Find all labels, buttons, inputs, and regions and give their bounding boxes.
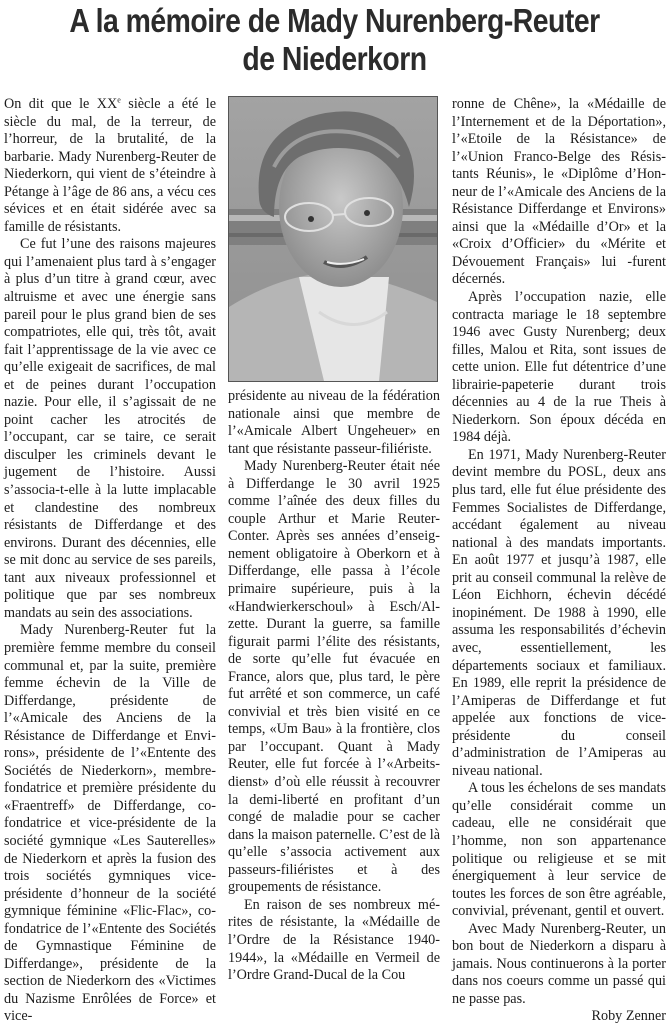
paragraph [4, 96, 216, 236]
article-column-3 [452, 96, 666, 1026]
paragraph-text: siècle a été le siècle du mal, de la terreur, de l’horreur, de la brutalité, de la barbarie. Mady Nurenberg-Reuter de Niederkorn, qui vient de s’éteindre à Pétange à l’âge de 86 ans, a vécu ces sévices et en était sidérée avec sa famille de résistants. [4, 96, 216, 235]
headline-line-1: A la mémoire de Mady Nurenberg-Reuter [69, 2, 600, 39]
paragraph-text: On dit que le XX [4, 96, 118, 112]
paragraph: En 1971, Mady Nurenberg-Reuter devint membre du POSL, deux ans plus tard, elle fut élue présidente des Femmes Socialistes de Differdange, accédant également au niveau national à des mandats importants. En août 1977 et jusqu’à 1987, elle prit au conseil communal la relève de Léon Eichhorn, échevin décédé inopinément. De 1988 à 1990, elle assuma les responsabilités d’échevin avec, essentiellement, les départements sociaux et familiaux. En 1989, elle reprit la présidence de l’Amiperas de Differdange et fut appelée aux fonctions de vice-présidente du conseil d’administration de l’Amiperas au niveau national. [452, 446, 666, 779]
article-column-2 [228, 388, 440, 985]
paragraph: ronne de Chêne», la «Médaille de l’Internement et de la Déportation», l’«Etoile de la Résistance» de l’«Union Franco-Belge des Résistants Réunis», le «Diplôme d’Honneur de l’«Amicale des Anciens de la Résistance Differdange et Environs» ainsi que la «Médaille d’Or» et la «Croix d’Officier» du «Mérite et Dévouement Français» lui -furent décernés. [452, 96, 666, 288]
paragraph: Mady Nurenberg-Reuter était née à Differdange le 30 avril 1925 comme l’aînée des deux filles du couple Arthur et Marie Reuter-Conter. Après ses années d’enseignement obligatoire à Oberkorn et à Differdange, elle passa à l’école primaire supérieure, puis à la «Handwierkerschoul» à Esch/Alzette. Durant la guerre, sa famille figurait parmi l’élite des résistants, de sorte qu’elle fut évacuée en France, alors que, plus tard, le père fut arrêté et son commerce, un café convivial et très bien visité en ce temps, «Um Bau» à la frontière, clos par l’occupant. Quant à Mady Reuter, elle fut forcée à l’«Arbeitsdienst» d’où elle réussit à recouvrer la demi-liberté en profitant d’un congé de maladie pour se cacher dans la maison paternelle. C’est de là qu’elle s’associa activement aux passeurs-filiéristes et à des groupements de résistance. [228, 458, 440, 896]
headline-line-2: de Niederkorn [242, 40, 427, 77]
article-headline [47, 2, 622, 78]
paragraph: Ce fut l’une des raisons majeures qui l’amenaient plus tard à s’engager à plus d’un titre à grand cœur, avec altruisme et avec une énergie sans pareil pour le plus grand bien de ses compatriotes, elle qui, très tôt, avait fait l’apprentissage de la vie avec ce qu’elle exigeait de sacrifices, de mal et de peines durant l’occupation nazie. Pour elle, il s’agissait de ne point cacher les atrocités de l’occupant, car se taire, ce serait disculper les criminels devant le jugement de l’histoire. Aussi s’associa-t-elle à la lutte implacable et clandestine des nombreux résistants de Differdange et des environs. Durant des décennies, elle se mit donc au service de ses pareils, tant aux niveaux professionnel et politique que par ses nombreux mandats au sein des associations. [4, 236, 216, 621]
paragraph: En raison de ses nombreux mérites de résistante, la «Médaille de l’Ordre de la Résistance 1940-1944», la «Médaille en Vermeil de l’Ordre Grand-Ducal de la Cou [228, 896, 440, 984]
paragraph: présidente au niveau de la fédération nationale ainsi que membre de l’«Amicale Albert Ungeheuer» en tant que résistante passeur-filiériste. [228, 388, 440, 457]
superscript: e [117, 95, 121, 105]
author-signature: Roby Zenner [591, 1008, 666, 1025]
article-column-1 [4, 96, 216, 1026]
paragraph: Avec Mady Nurenberg-Reuter, un bon bout de Niederkorn a disparu à jamais. Nous continuerons à la porter dans nos coeurs comme un passé qui ne passe pas. [452, 920, 666, 1007]
portrait-image [229, 97, 437, 381]
paragraph: Après l’occupation nazie, elle contracta mariage le 18 septembre 1946 avec Gusty Nurenberg; deux filles, Malou et Rita, sont issues de cette union. Elle fut détentrice d’une librairie-papeterie durant trois décennies au 4 de la rue Theis à Niederkorn. Son époux décéda en 1984 déjà. [452, 289, 666, 446]
paragraph: A tous les échelons de ses mandats qu’elle considérait comme un cadeau, elle ne considérait que l’homme, non son appartenance politique ou religieuse et se mit énergiquement à leur service de toutes les forces de son être agréable, convivial, prévenant, gentil et ouvert. [452, 780, 666, 920]
paragraph: Mady Nurenberg-Reuter fut la première femme membre du conseil communal et, par la suite, première femme échevin de la Ville de Differdange, présidente de l’«Amicale des Anciens de la Résistance de Differdange et Environs», présidente de l’«Entente des Sociétés de Niederkorn», membre-fondatrice et première présidente du «Fraentreff» de Differdange, co-fondatrice et vice-présidente de la société gymnique «Les Sauterelles» de Niederkorn et après la fusion des trois sociétés gymniques vice-présidente d’honneur de la société gymnique féminine «Flic-Flac», co-fondatrice de l’«Entente des Sociétés de Gymnastique Féminine de Differdange», présidente de la section de Niederkorn des «Victimes du Nazisme Enrôlées de Force» et vice- [4, 622, 216, 1025]
portrait-photo [228, 96, 438, 382]
